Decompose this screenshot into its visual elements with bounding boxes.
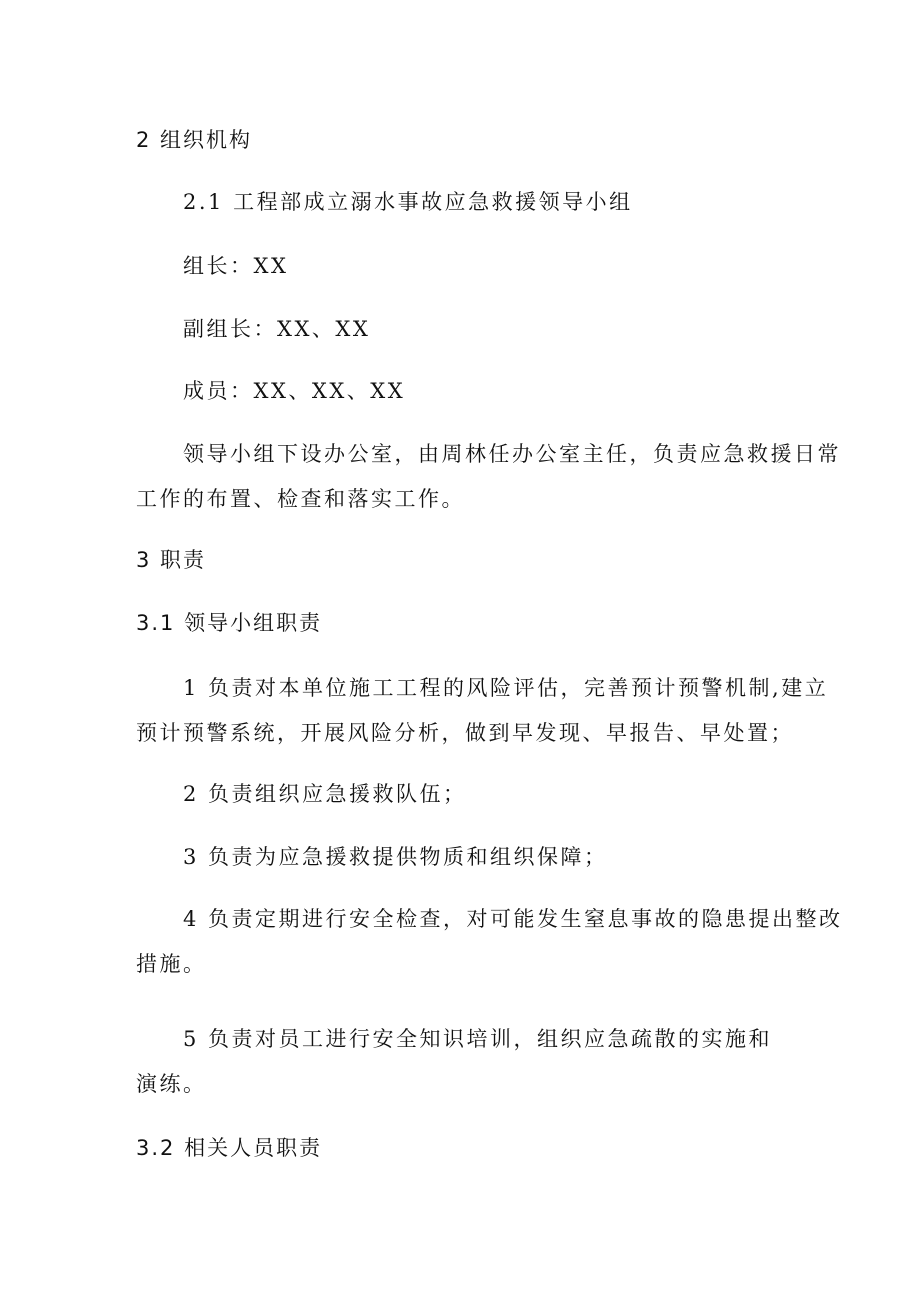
leader-line: 组长：XX <box>183 254 289 278</box>
duty-5-line-1: 5 负责对员工进行安全知识培训，组织应急疏散的实施和 <box>183 1027 773 1051</box>
duty-3: 3 负责为应急援救提供物质和组织保障； <box>183 845 608 869</box>
duty-4-line-1: 4 负责定期进行安全检查，对可能发生窒息事故的隐患提出整改 <box>183 907 843 931</box>
duty-1-line-1: 1 负责对本单位施工工程的风险评估，完善预计预警机制,建立 <box>183 676 829 700</box>
subsection-3-2: 3.2 相关人员职责 <box>136 1136 323 1160</box>
subsection-3-1: 3.1 领导小组职责 <box>136 611 323 635</box>
duty-5-line-2: 演练。 <box>136 1072 207 1096</box>
duty-1-line-2: 预计预警系统，开展风险分析，做到早发现、早报告、早处置； <box>136 721 794 745</box>
members-line: 成员：XX、XX、XX <box>183 379 406 403</box>
duty-2: 2 负责组织应急援救队伍； <box>183 782 467 806</box>
section-heading-3: 3 职责 <box>136 548 207 572</box>
duty-4-line-2: 措施。 <box>136 952 207 976</box>
section-heading-2: 2 组织机构 <box>136 128 253 152</box>
office-paragraph-line-2: 工作的布置、检查和落实工作。 <box>136 487 465 511</box>
office-paragraph-line-1: 领导小组下设办公室，由周林任办公室主任，负责应急救援日常 <box>183 442 841 466</box>
vice-leader-line: 副组长：XX、XX <box>183 317 371 341</box>
subsection-2-1: 2.1 工程部成立溺水事故应急救援领导小组 <box>183 190 633 214</box>
